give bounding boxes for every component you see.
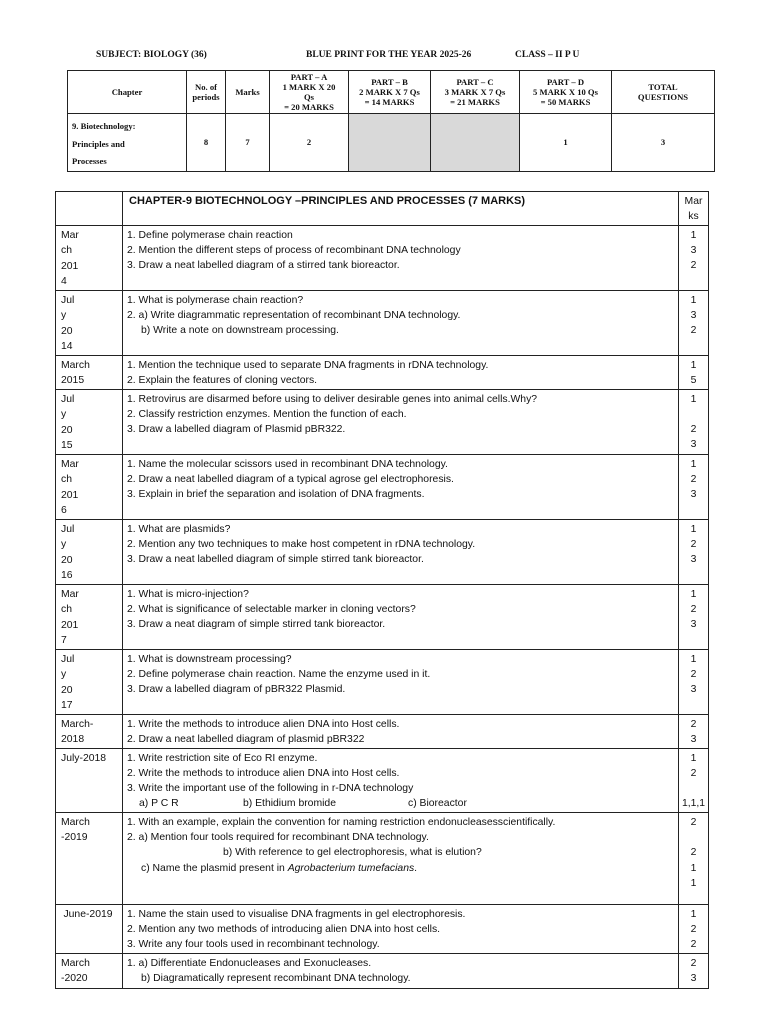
- chapter-cell: 9. Biotechnology: Principles and Processes: [68, 114, 187, 172]
- blueprint-row: [68, 114, 715, 172]
- year-cell: July-2018: [56, 748, 123, 812]
- title-row: [56, 192, 709, 226]
- marks-cell: 1 3 2: [679, 290, 709, 355]
- option-b: b) Ethidium bromide: [243, 798, 336, 810]
- class-label: CLASS – II P U: [515, 50, 580, 60]
- question-cell: 1. What is polymerase chain reaction? 2. a) Write diagrammatic representation of recombinant DNA technology. b) Write a note on downstream processing.: [123, 290, 679, 355]
- part-b-cell: [349, 114, 431, 172]
- marks-cell: 1 3 2: [679, 225, 709, 290]
- plasmid-question: c) Name the plasmid present in: [141, 862, 288, 874]
- table-row: [56, 454, 709, 519]
- marks-cell: 1 2 3: [679, 454, 709, 519]
- part-b-header: PART – B 2 MARK X 7 Qs = 14 MARKS: [349, 71, 431, 114]
- part-d-header: PART – D 5 MARK X 10 Qs = 50 MARKS: [520, 71, 612, 114]
- table-row: [56, 953, 709, 988]
- question-table: [55, 191, 709, 989]
- marks-cell: 2 3: [679, 953, 709, 988]
- marks-cell: 7: [226, 114, 270, 172]
- question-cell: 1. Write the methods to introduce alien DNA into Host cells. 2. Draw a neat labelled diagram of plasmid pBR322: [123, 714, 679, 748]
- marks-cell: 2 3: [679, 714, 709, 748]
- marks-cell: 1 2 2: [679, 904, 709, 953]
- question-cell: 1. Retrovirus are disarmed before using to deliver desirable genes into animal cells.Why? 2. Classify restriction enzymes. Mention the function of each. 3. Draw a labelled diagram of Plasmid pBR322.: [123, 389, 679, 454]
- table-row: [56, 714, 709, 748]
- part-c-header: PART – C 3 MARK X 7 Qs = 21 MARKS: [431, 71, 520, 114]
- option-a: a) P C R: [139, 798, 179, 810]
- part-a-header: PART – A 1 MARK X 20 Qs = 20 MARKS: [270, 71, 349, 114]
- marks-cell: 1 5: [679, 355, 709, 389]
- year-cell: Jul y 20 16: [56, 519, 123, 584]
- marks-cell: 1 2 3: [679, 519, 709, 584]
- marks-cell: 2 2 1 1: [679, 812, 709, 904]
- blueprint-header-row: [68, 71, 715, 114]
- question-cell: 1. Name the stain used to visualise DNA fragments in gel electrophoresis. 2. Mention any two methods of introducing alien DNA into host cells. 3. Write any four tools used in recombinant technology.: [123, 904, 679, 953]
- question-cell: 1. What is downstream processing? 2. Define polymerase chain reaction. Name the enzyme used in it. 3. Draw a labelled diagram of pBR322 Plasmid.: [123, 649, 679, 714]
- total-cell: 3: [612, 114, 715, 172]
- chapter-title: CHAPTER-9 BIOTECHNOLOGY –PRINCIPLES AND PROCESSES (7 MARKS): [123, 192, 679, 226]
- subject-label: SUBJECT: BIOLOGY (36): [96, 50, 207, 60]
- part-c-cell: [431, 114, 520, 172]
- table-row: [56, 584, 709, 649]
- question-cell: 1. Write restriction site of Eco RI enzyme. 2. Write the methods to introduce alien DNA into Host cells. 3. Write the important use of the following in r-DNA technology a) P C R b) Ethidium bromide c) Bioreactor: [123, 748, 679, 812]
- year-cell: Jul y 20 17: [56, 649, 123, 714]
- question-cell: 1. Define polymerase chain reaction 2. Mention the different steps of process of recombinant DNA technology 3. Draw a neat labelled diagram of a stirred tank bioreactor.: [123, 225, 679, 290]
- periods-header: No. of periods: [187, 71, 226, 114]
- year-cell: March 2015: [56, 355, 123, 389]
- marks-header: Marks: [226, 71, 270, 114]
- table-row: [56, 225, 709, 290]
- blueprint-table: [67, 70, 715, 172]
- year-cell: Mar ch 201 4: [56, 225, 123, 290]
- part-a-cell: 2: [270, 114, 349, 172]
- table-row: [56, 389, 709, 454]
- year-cell: March -2019: [56, 812, 123, 904]
- table-row: [56, 519, 709, 584]
- table-row: [56, 748, 709, 812]
- year-cell: Mar ch 201 7: [56, 584, 123, 649]
- year-cell: Mar ch 201 6: [56, 454, 123, 519]
- question-cell: 1. With an example, explain the convention for naming restriction endonucleasesscientifically. 2. a) Mention four tools required for recombinant DNA technology. b) With reference to gel electrophoresis, what is elution? c) Name the plasmid present in Agrobacterium tumefacians.: [123, 812, 679, 904]
- periods-cell: 8: [187, 114, 226, 172]
- marks-cell: 1 2 3: [679, 584, 709, 649]
- table-row: [56, 290, 709, 355]
- table-row: [56, 355, 709, 389]
- option-c: c) Bioreactor: [408, 798, 467, 810]
- question-cell: 1. What is micro-injection? 2. What is significance of selectable marker in cloning vectors? 3. Draw a neat diagram of simple stirred tank bioreactor.: [123, 584, 679, 649]
- question-cell: 1. Mention the technique used to separate DNA fragments in rDNA technology. 2. Explain the features of cloning vectors.: [123, 355, 679, 389]
- year-cell: Jul y 20 15: [56, 389, 123, 454]
- year-cell: March- 2018: [56, 714, 123, 748]
- species-name: Agrobacterium tumefacians: [287, 862, 415, 874]
- marks-cell: 1 2 3: [679, 389, 709, 454]
- table-row: [56, 904, 709, 953]
- year-cell: June-2019: [56, 904, 123, 953]
- table-row: [56, 649, 709, 714]
- chapter-header: Chapter: [68, 71, 187, 114]
- marks-cell: 1 2 3: [679, 649, 709, 714]
- table-row: [56, 812, 709, 904]
- question-cell: 1. Name the molecular scissors used in recombinant DNA technology. 2. Draw a neat labelled diagram of a typical agrose gel electrophoresis. 3. Explain in brief the separation and isolation of DNA fragments.: [123, 454, 679, 519]
- year-cell: Jul y 20 14: [56, 290, 123, 355]
- marks-header: Mar ks: [679, 192, 709, 226]
- part-d-cell: 1: [520, 114, 612, 172]
- year-cell: March -2020: [56, 953, 123, 988]
- blank-cell: [56, 192, 123, 226]
- blueprint-title: BLUE PRINT FOR THE YEAR 2025-26: [306, 50, 472, 60]
- question-cell: 1. a) Differentiate Endonucleases and Exonucleases. b) Diagramatically represent recombinant DNA technology.: [123, 953, 679, 988]
- total-header: TOTAL QUESTIONS: [612, 71, 715, 114]
- question-cell: 1. What are plasmids? 2. Mention any two techniques to make host competent in rDNA technology. 3. Draw a neat labelled diagram of simple stirred tank bioreactor.: [123, 519, 679, 584]
- marks-cell: 1 2 1,1,1: [679, 748, 709, 812]
